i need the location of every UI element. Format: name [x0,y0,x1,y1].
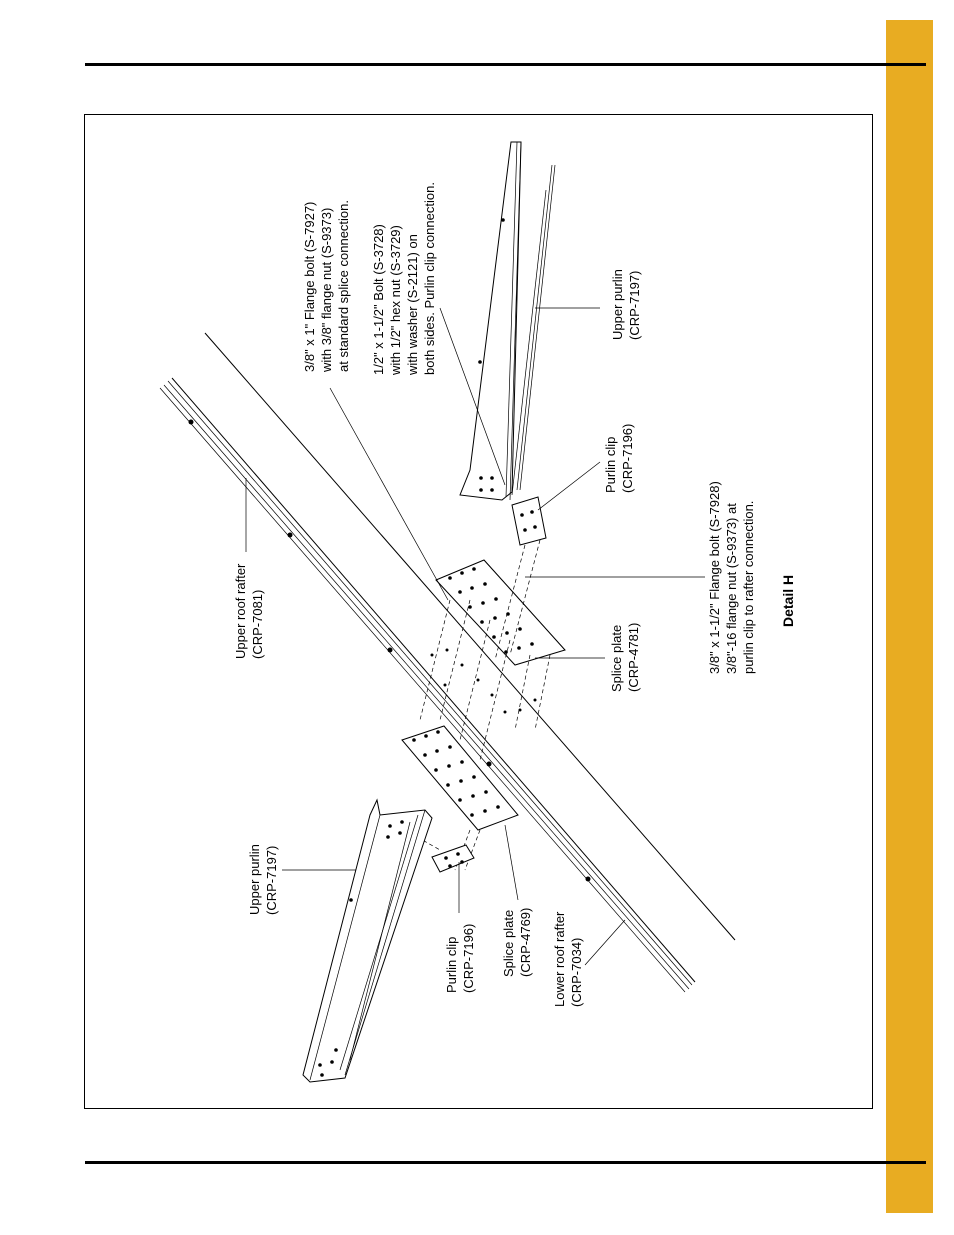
splice-plate-4781-shape [436,560,565,665]
label-upper-roof-rafter-1: Upper roof rafter [233,563,248,659]
label-splice-plate-4781-2: (CRP-4781) [626,622,641,692]
upper-purlin-right-shape [460,142,555,500]
label-purlin-clip-left-2: (CRP-7196) [461,923,476,993]
label-splice-plate-4781-1: Splice plate [609,624,624,692]
label-flange-bolt-splice-1: 3/8" x 1" Flange bolt (S-7927) [302,201,317,372]
label-purlin-clip-right-1: Purlin clip [603,436,618,493]
label-flange-bolt-splice-2: with 3/8" flange nut (S-9373) [319,207,334,372]
purlin-clip-right-shape [512,497,546,545]
label-upper-purlin-right-1: Upper purlin [610,269,625,340]
label-purlin-clip-right-2: (CRP-7196) [620,423,635,493]
label-purlin-clip-left-1: Purlin clip [444,936,459,993]
label-flange-bolt-rafter-2: 3/8"-16 flange nut (S-9373) at [724,503,739,674]
label-splice-plate-4769-1: Splice plate [501,909,516,977]
label-lower-roof-rafter-1: Lower roof rafter [552,911,567,1007]
label-hex-bolt-3: with washer (S-2121) on [405,234,420,375]
label-hex-bolt-2: with 1/2" hex nut (S-3729) [388,225,403,375]
label-splice-plate-4769-2: (CRP-4769) [518,907,533,977]
label-upper-purlin-right-2: (CRP-7197) [627,270,642,340]
detail-title: Detail H [780,574,796,627]
upper-purlin-left-shape [303,800,432,1082]
label-lower-roof-rafter-2: (CRP-7034) [569,937,584,1007]
label-upper-purlin-left-2: (CRP-7197) [264,845,279,915]
label-flange-bolt-rafter-3: purlin clip to rafter connection. [741,500,756,674]
label-flange-bolt-rafter-1: 3/8" x 1-1/2" Flange bolt (S-7928) [707,481,722,674]
label-upper-roof-rafter-2: (CRP-7081) [250,589,265,659]
label-upper-purlin-left-1: Upper purlin [247,844,262,915]
label-hex-bolt-1: 1/2" x 1-1/2" Bolt (S-3728) [371,224,386,375]
label-hex-bolt-4: both sides. Purlin clip connection. [422,182,437,375]
label-flange-bolt-splice-3: at standard splice connection. [336,200,351,372]
